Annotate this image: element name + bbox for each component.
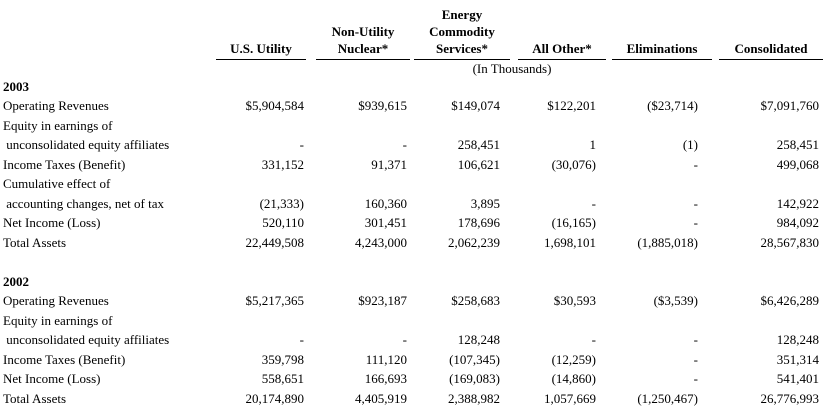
cell-all-other: (30,076) <box>551 156 596 172</box>
cell-non-utility-nuclear: 111,120 <box>365 351 407 367</box>
cell-non-utility-nuclear: 91,371 <box>371 156 407 172</box>
cell-non-utility-nuclear: - <box>402 332 407 347</box>
column-header-non-utility-nuclear: Non-Utility Nuclear* <box>316 23 410 57</box>
cell-energy-commodity-services: (169,083) <box>449 371 500 386</box>
units-note: (In Thousands) <box>472 61 552 76</box>
cell-non-utility-nuclear: $923,187 <box>358 293 407 308</box>
column-header-eliminations: Eliminations <box>612 40 712 57</box>
cell-all-other: - <box>591 332 596 347</box>
table-row <box>0 116 827 136</box>
cell-us-utility: $5,904,584 <box>245 98 304 113</box>
cell-energy-commodity-services: 2,388,982 <box>448 390 500 406</box>
cell-eliminations: ($23,714) <box>647 98 698 113</box>
cell-all-other: $30,593 <box>553 293 596 308</box>
cell-consolidated: 142,922 <box>776 195 819 211</box>
cell-eliminations: - <box>693 332 698 347</box>
row-label: Cumulative effect of <box>3 176 111 191</box>
cell-energy-commodity-services: 178,696 <box>457 215 500 230</box>
cell-non-utility-nuclear: 301,451 <box>364 215 407 230</box>
cell-us-utility: - <box>299 137 304 152</box>
cell-us-utility: $5,217,365 <box>245 293 304 308</box>
cell-eliminations: - <box>693 351 698 367</box>
table-row <box>0 311 827 331</box>
table-row <box>0 330 827 350</box>
table-row <box>0 96 827 116</box>
cell-non-utility-nuclear: - <box>402 137 407 152</box>
cell-all-other: 1,698,101 <box>544 234 596 250</box>
section-year-2003: 2003 <box>3 79 29 94</box>
cell-non-utility-nuclear: 166,693 <box>364 371 407 386</box>
cell-consolidated: 984,092 <box>776 215 819 230</box>
cell-consolidated: 351,314 <box>776 351 819 367</box>
cell-all-other: (12,259) <box>551 351 596 367</box>
cell-energy-commodity-services: 106,621 <box>457 156 500 172</box>
cell-all-other: 1 <box>589 137 596 152</box>
cell-eliminations: - <box>693 156 698 172</box>
cell-energy-commodity-services: $149,074 <box>451 98 500 113</box>
row-label: Net Income (Loss) <box>3 371 101 386</box>
cell-us-utility: 558,651 <box>261 371 304 386</box>
column-header-consolidated: Consolidated <box>719 40 823 57</box>
cell-consolidated: $6,426,289 <box>760 293 819 308</box>
cell-energy-commodity-services: $258,683 <box>451 293 500 308</box>
table-row <box>0 369 827 389</box>
table-row <box>0 174 827 194</box>
cell-all-other: 1,057,669 <box>544 390 596 406</box>
cell-eliminations: (1) <box>682 137 698 152</box>
row-label: Equity in earnings of <box>3 117 113 133</box>
table-row <box>0 291 827 311</box>
cell-all-other: - <box>591 195 596 211</box>
row-label: Total Assets <box>3 234 67 250</box>
cell-us-utility: 20,174,890 <box>245 390 304 406</box>
column-header-energy-commodity-services: Energy Commodity Services* <box>414 6 510 57</box>
table-row <box>0 233 827 253</box>
cell-eliminations: - <box>693 215 698 230</box>
cell-all-other: (14,860) <box>551 371 596 386</box>
cell-us-utility: 359,798 <box>261 351 304 367</box>
cell-eliminations: - <box>693 371 698 386</box>
row-label: unconsolidated equity affiliates <box>3 332 170 347</box>
cell-eliminations: (1,250,467) <box>637 390 698 406</box>
cell-us-utility: - <box>299 332 304 347</box>
cell-us-utility: 331,152 <box>261 156 304 172</box>
row-label: Equity in earnings of <box>3 312 113 328</box>
table-row <box>0 135 827 155</box>
cell-non-utility-nuclear: $939,615 <box>358 98 407 113</box>
cell-eliminations: ($3,539) <box>653 293 698 308</box>
cell-consolidated: 499,068 <box>776 156 819 172</box>
cell-all-other: (16,165) <box>551 215 596 230</box>
cell-non-utility-nuclear: 160,360 <box>364 195 407 211</box>
cell-consolidated: 541,401 <box>776 371 819 386</box>
row-label: Operating Revenues <box>3 98 109 113</box>
cell-energy-commodity-services: 128,248 <box>457 332 500 347</box>
cell-consolidated: 26,776,993 <box>760 390 819 406</box>
row-label: Income Taxes (Benefit) <box>3 351 126 367</box>
cell-us-utility: 22,449,508 <box>245 234 304 250</box>
cell-consolidated: 258,451 <box>776 137 819 152</box>
row-label: Income Taxes (Benefit) <box>3 156 126 172</box>
cell-energy-commodity-services: 2,062,239 <box>448 234 500 250</box>
cell-non-utility-nuclear: 4,243,000 <box>355 234 407 250</box>
cell-consolidated: 128,248 <box>776 332 819 347</box>
section-year-2002: 2002 <box>3 274 29 289</box>
table-row <box>0 194 827 214</box>
row-label: Operating Revenues <box>3 293 109 308</box>
cell-eliminations: (1,885,018) <box>637 234 698 250</box>
cell-eliminations: - <box>693 195 698 211</box>
cell-consolidated: 28,567,830 <box>760 234 819 250</box>
row-label: accounting changes, net of tax <box>3 195 164 211</box>
cell-non-utility-nuclear: 4,405,919 <box>355 390 407 406</box>
table-row <box>0 155 827 175</box>
cell-us-utility: (21,333) <box>259 195 304 211</box>
cell-consolidated: $7,091,760 <box>760 98 819 113</box>
column-header-all-other: All Other* <box>518 40 606 57</box>
cell-all-other: $122,201 <box>547 98 596 113</box>
row-label: Net Income (Loss) <box>3 215 101 230</box>
table-row <box>0 350 827 370</box>
table-row <box>0 389 827 408</box>
row-label: unconsolidated equity affiliates <box>3 137 170 152</box>
cell-energy-commodity-services: 258,451 <box>457 137 500 152</box>
column-header-us-utility: U.S. Utility <box>216 40 306 57</box>
cell-energy-commodity-services: (107,345) <box>449 351 500 367</box>
cell-energy-commodity-services: 3,895 <box>470 195 500 211</box>
cell-us-utility: 520,110 <box>262 215 304 230</box>
row-label: Total Assets <box>3 390 67 406</box>
table-row <box>0 213 827 233</box>
